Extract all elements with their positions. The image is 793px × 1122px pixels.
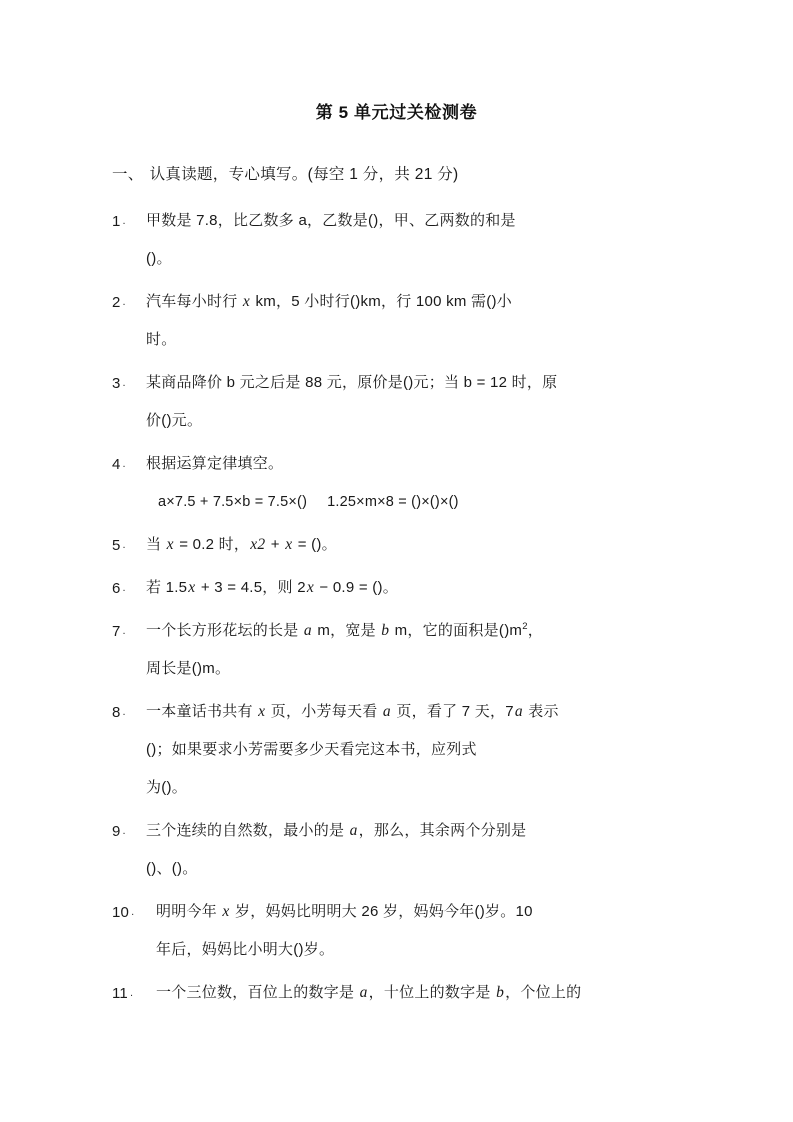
- question-6: [112, 569, 680, 607]
- question-3: [112, 364, 680, 440]
- question-number: 4 .: [112, 456, 126, 474]
- question-text: 某商品降价 b 元之后是 88 元，原价是()元；当 b = 12 时，原 价()元。: [146, 374, 558, 430]
- question-text: 明明今年 x 岁，妈妈比明明大 26 岁，妈妈今年()岁。10 年后，妈妈比小明大()岁。: [156, 903, 533, 959]
- variable-a: a: [359, 984, 368, 1002]
- question-10: [112, 893, 680, 969]
- question-number: 10 .: [112, 904, 135, 922]
- question-number: 3 .: [112, 375, 126, 393]
- question-7: [112, 612, 680, 688]
- question-2: [112, 283, 680, 359]
- question-4-formulas: a×7.5 + 7.5×b = 7.5×() 1.25×m×8 = ()×()×(): [158, 494, 459, 511]
- question-number: 8 .: [112, 704, 126, 722]
- question-number: 5 .: [112, 537, 126, 555]
- question-number: 9 .: [112, 823, 126, 841]
- question-text: 一个长方形花坛的长是 a m，宽是 b m，它的面积是$()m^2$， 周长是()m。: [146, 621, 543, 678]
- question-text: 当 x = 0.2 时，x2 + x = ()。: [146, 536, 337, 554]
- question-text: 甲数是 7.8，比乙数多 a，乙数是()，甲、乙两数的和是 ()。: [146, 212, 516, 268]
- question-number: 2 .: [112, 294, 126, 312]
- paper-content: [112, 163, 680, 1017]
- variable-a: a: [382, 703, 391, 721]
- variable-x-squared: x2: [250, 536, 266, 554]
- question-number: 7 .: [112, 623, 126, 641]
- variable-x: x: [306, 579, 314, 597]
- question-text: 一个三位数，百位上的数字是 a，十位上的数字是 b，个位上的: [156, 984, 582, 1002]
- variable-a: a: [349, 822, 358, 840]
- variable-x: x: [166, 536, 174, 554]
- question-text: 三个连续的自然数，最小的是 a，那么，其余两个分别是 ()、()。: [146, 822, 527, 878]
- question-11: [112, 974, 680, 1012]
- variable-b: b: [496, 984, 505, 1002]
- variable-b: b: [381, 622, 390, 640]
- variable-a: a: [303, 622, 312, 640]
- question-8: [112, 693, 680, 807]
- section-heading: [112, 163, 680, 186]
- superscript-two: 2: [522, 621, 528, 633]
- question-4: [112, 445, 680, 521]
- variable-x: x: [258, 703, 266, 721]
- question-1: [112, 202, 680, 278]
- variable-x: x: [222, 903, 230, 921]
- question-text: 一本童话书共有 x 页，小芳每天看 a 页，看了 7 天，7a 表示 ()；如果要求小芳需要多少天看完这本书，应列式 为()。: [146, 703, 559, 797]
- question-number: 1 .: [112, 213, 126, 231]
- question-number: 11 .: [112, 985, 134, 1003]
- page-title: 第 5 单元过关检测卷: [315, 103, 478, 122]
- question-text: 根据运算定律填空。 a×7.5 + 7.5×b = 7.5×() 1.25×m×8 = ()×()×(): [146, 445, 680, 521]
- section-heading-text: 认真读题，专心填写。(每空 1 分，共 21 分): [149, 166, 459, 183]
- section-number: 一、: [112, 166, 144, 183]
- variable-x: x: [242, 293, 251, 311]
- question-text: 汽车每小时行 x km，5 小时行()km，行 100 km 需()小 时。: [146, 293, 512, 349]
- question-5: [112, 526, 680, 564]
- question-text: 若 1.5x + 3 = 4.5，则 2x − 0.9 = ()。: [146, 579, 399, 597]
- question-9: [112, 812, 680, 888]
- variable-x: x: [188, 579, 196, 597]
- variable-a: a: [514, 703, 523, 721]
- question-number: 6 .: [112, 580, 126, 598]
- variable-x: x: [285, 536, 293, 554]
